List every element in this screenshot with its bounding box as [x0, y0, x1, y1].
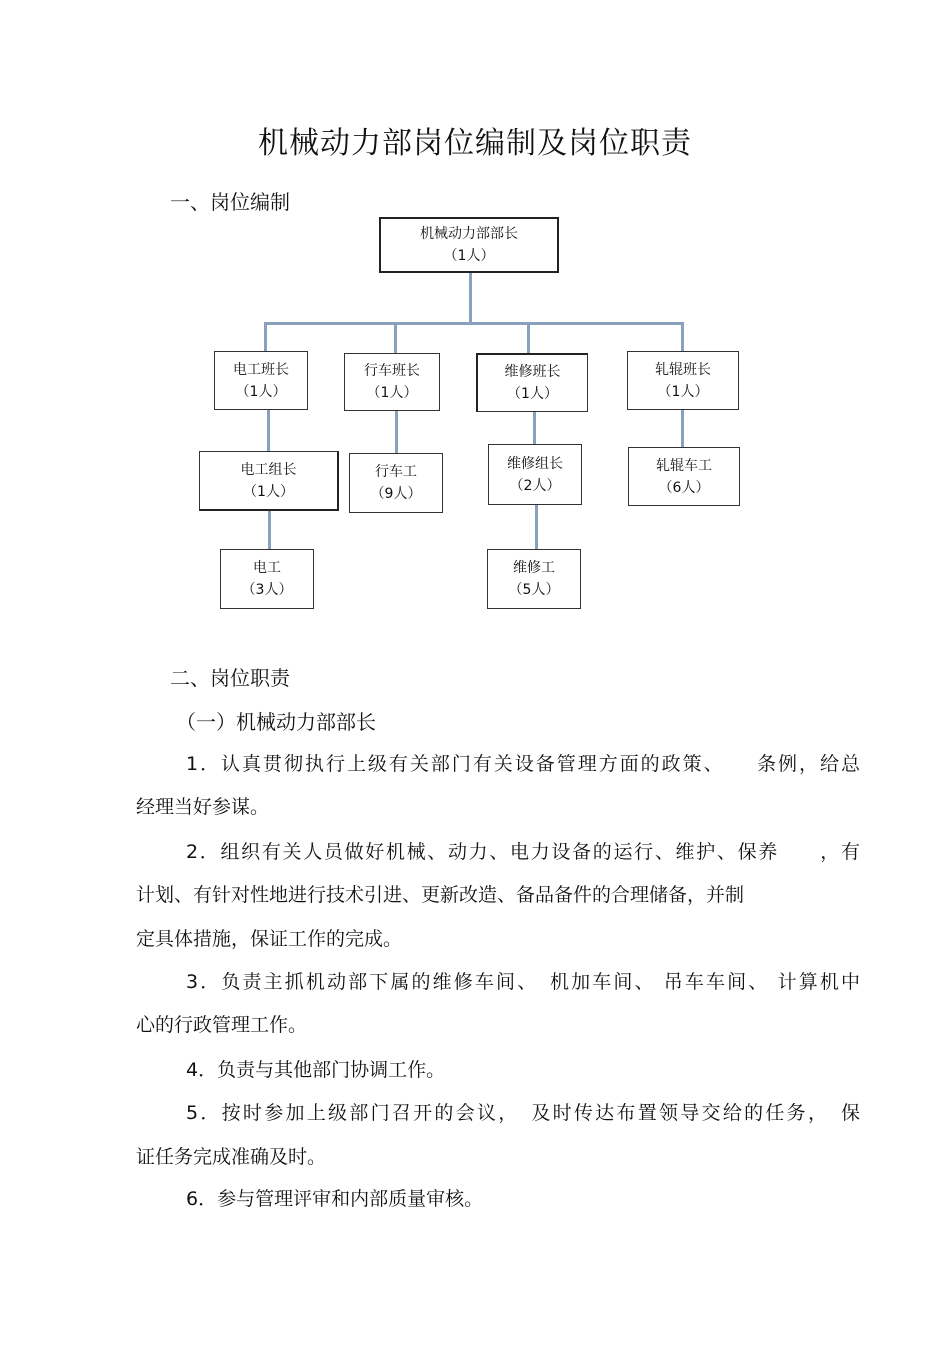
duty-line: 5．按时参加上级部门召开的会议， 及时传达布置领导交给的任务， 保 — [186, 1102, 860, 1124]
connector-l1-4 — [681, 409, 684, 447]
org-node-count: （1人） — [657, 383, 709, 400]
org-node-name: 行车班长 — [364, 363, 420, 379]
org-node-name: 行车工 — [375, 464, 417, 480]
org-node-level2 — [349, 453, 443, 513]
org-node-level2 — [628, 447, 740, 506]
org-node-level3 — [220, 549, 314, 609]
duty-line: 1．认真贯彻执行上级有关部门有关设备管理方面的政策、 条例，给总 — [186, 753, 860, 775]
org-node-branch — [627, 351, 739, 410]
page-title: 机械动力部岗位编制及岗位职责 — [258, 126, 692, 161]
connector-l1-3 — [533, 411, 536, 444]
duty-line: 经理当好参谋。 — [136, 796, 270, 818]
org-node-name: 电工组长 — [240, 461, 297, 478]
org-node-name: 电工 — [253, 560, 281, 576]
org-node-name: 维修班长 — [504, 364, 561, 380]
connector-horizontal-bar — [264, 322, 684, 325]
org-node-level2 — [488, 444, 582, 505]
connector-l1-1 — [267, 409, 270, 451]
subsection-heading-director: （一）机械动力部部长 — [176, 710, 376, 734]
org-node-count: （2人） — [509, 477, 561, 494]
connector-branch-2 — [394, 322, 397, 354]
connector-l2-3 — [535, 504, 538, 549]
org-node-level2 — [199, 451, 339, 511]
org-node-name: 维修组长 — [507, 455, 563, 472]
org-node-count: （1人） — [243, 483, 294, 500]
org-node-branch — [344, 353, 440, 411]
duty-line: 定具体措施，保证工作的完成。 — [136, 928, 403, 950]
org-node-name: 机械动力部部长 — [420, 226, 518, 242]
org-node-name: 电工班长 — [233, 361, 289, 378]
duty-line: 2．组织有关人员做好机械、动力、电力设备的运行、维护、保养 ，有 — [186, 841, 860, 863]
org-node-count: （3人） — [241, 582, 293, 598]
org-node-branch — [214, 351, 308, 410]
connector-l1-2 — [395, 411, 398, 453]
org-node-count: （1人） — [235, 383, 287, 400]
org-node-name: 维修工 — [513, 560, 555, 576]
org-node-count: （1人） — [366, 385, 418, 401]
section-heading-duties: 二、岗位职责 — [170, 666, 290, 690]
org-node-count: （1人） — [443, 248, 495, 264]
connector-branch-1 — [264, 322, 267, 352]
org-node-root — [379, 217, 559, 273]
connector-branch-4 — [681, 322, 684, 352]
org-node-count: （6人） — [658, 479, 710, 496]
org-chart — [0, 0, 950, 640]
section-heading-staffing: 一、岗位编制 — [170, 190, 290, 214]
duty-line: 6．参与管理评审和内部质量审核。 — [186, 1188, 484, 1210]
connector-l2-1 — [268, 510, 271, 550]
org-node-count: （5人） — [508, 582, 560, 598]
org-node-branch — [476, 353, 588, 412]
duty-line: 4．负责与其他部门协调工作。 — [186, 1059, 446, 1081]
duty-line: 计划、有针对性地进行技术引进、更新改造、备品备件的合理储备，并制 — [136, 884, 745, 906]
org-node-count: （9人） — [370, 486, 422, 502]
org-node-level3 — [487, 549, 581, 609]
connector-branch-3 — [527, 322, 530, 354]
org-node-name: 轧辊班长 — [655, 361, 711, 378]
duty-line: 3．负责主抓机动部下属的维修车间、 机加车间、 吊车车间、 计算机中 — [186, 971, 860, 993]
duty-line: 证任务完成准确及时。 — [136, 1146, 327, 1168]
org-node-name: 轧辊车工 — [656, 457, 712, 474]
connector-root-down — [469, 272, 472, 324]
duty-line: 心的行政管理工作。 — [136, 1014, 308, 1036]
org-node-count: （1人） — [507, 386, 558, 402]
